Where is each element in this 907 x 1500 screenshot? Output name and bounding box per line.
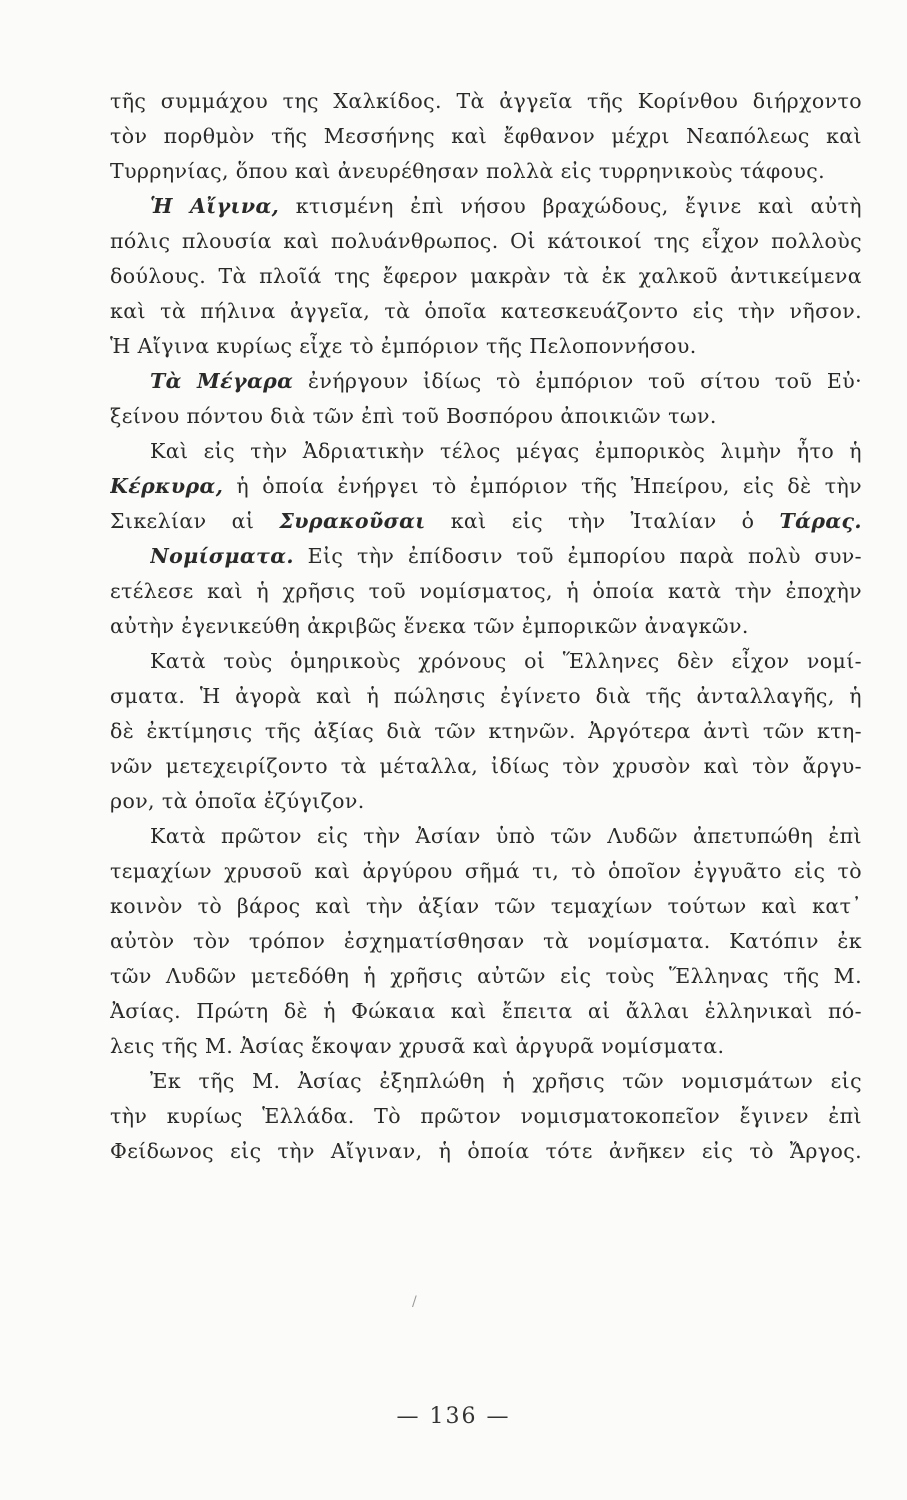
text-line <box>110 784 862 818</box>
heading-megara: Τὰ Μέγαρα <box>150 369 294 393</box>
text-line <box>110 469 862 503</box>
text-line <box>150 364 862 398</box>
line-text: Σικελίαν αἱ <box>110 509 255 533</box>
text-line <box>110 924 862 958</box>
text-line <box>110 329 862 363</box>
text-line <box>110 399 862 433</box>
line-text: πόλις πλουσία καὶ πολυάνθρωπος. Οἱ κάτοικοί της εἶχον πολλοὺς <box>110 229 862 253</box>
line-text: κοινὸν τὸ βάρος καὶ τὴν ἀξίαν τῶν τεμαχίων τούτων καὶ κατ᾽ <box>110 894 862 918</box>
line-text: καὶ τὰ πήλινα ἀγγεῖα, τὰ ὁποῖα κατεσκευάζοντο εἰς τὴν νῆσον. <box>110 299 862 323</box>
line-text: Ἡ Αἴγινα κυρίως εἶχε τὸ ἐμπόριον τῆς Πελοποννήσου. <box>110 334 697 358</box>
line-text: τῆς συμμάχου της Χαλκίδος. Τὰ ἀγγεῖα τῆς Κορίνθου διήρχοντο <box>110 89 862 113</box>
text-line <box>110 504 862 538</box>
text-line <box>110 1134 862 1168</box>
line-text: αὐτὸν τὸν τρόπον ἐσχηματίσθησαν τὰ νομίσματα. Κατόπιν ἐκ <box>110 929 862 953</box>
line-text: δὲ ἐκτίμησις τῆς ἀξίας διὰ τῶν κτηνῶν. Ἀργότερα ἀντὶ τῶν κτη- <box>110 719 862 743</box>
line-text: Καὶ εἰς τὴν Ἀδριατικὴν τέλος μέγας ἐμπορικὸς λιμὴν ἦτο ἡ <box>150 439 862 463</box>
text-line <box>110 224 862 258</box>
heading-kerkyra: Κέρκυρα, <box>110 474 224 498</box>
heading-nomismata: Νομίσματα. <box>150 544 294 568</box>
stray-mark: / <box>412 1294 417 1310</box>
line-text: ἡ ὁποία ἐνήργει τὸ ἐμπόριον τῆς Ἠπείρου, εἰς δὲ τὴν <box>236 474 862 498</box>
text-line <box>110 609 862 643</box>
text-line <box>150 819 862 853</box>
line-text: Κατὰ τοὺς ὁμηρικοὺς χρόνους οἱ Ἕλληνες δὲν εἶχον νομί- <box>150 649 862 673</box>
text-line <box>110 294 862 328</box>
text-line <box>110 959 862 993</box>
text-line <box>110 119 862 153</box>
text-line <box>150 539 862 573</box>
line-text: Ἐκ τῆς Μ. Ἀσίας ἐξηπλώθη ἡ χρῆσις τῶν νομισμάτων εἰς <box>150 1069 862 1093</box>
line-text: ξείνου πόντου διὰ τῶν ἐπὶ τοῦ Βοσπόρου ἀποικιῶν των. <box>110 404 717 428</box>
line-text: νῶν μετεχειρίζοντο τὰ μέταλλα, ἰδίως τὸν χρυσὸν καὶ τὸν ἄργυ- <box>110 754 862 778</box>
line-text: τῶν Λυδῶν μετεδόθη ἡ χρῆσις αὐτῶν εἰς τοὺς Ἕλληνας τῆς Μ. <box>110 964 862 988</box>
line-text: λεις τῆς Μ. Ἀσίας ἔκοψαν χρυσᾶ καὶ ἀργυρᾶ νομίσματα. <box>110 1034 725 1058</box>
line-text: τὸν πορθμὸν τῆς Μεσσήνης καὶ ἔφθανον μέχρι Νεαπόλεως καὶ <box>110 124 862 148</box>
text-line <box>110 1029 862 1063</box>
heading-taras: Τάρας. <box>779 509 862 533</box>
line-text: τεμαχίων χρυσοῦ καὶ ἀργύρου σῆμά τι, τὸ ὁποῖον ἐγγυᾶτο εἰς τὸ <box>110 859 862 883</box>
line-text: ρον, τὰ ὁποῖα ἐζύγιζον. <box>110 789 365 813</box>
text-line <box>110 259 862 293</box>
line-text: σματα. Ἡ ἀγορὰ καὶ ἡ πώλησις ἐγίνετο διὰ τῆς ἀνταλλαγῆς, ἡ <box>110 684 862 708</box>
line-text: κτισμένη ἐπὶ νήσου βραχώδους, ἔγινε καὶ αὐτὴ <box>295 194 862 218</box>
text-line <box>110 1099 862 1133</box>
text-line <box>150 644 862 678</box>
line-text: δούλους. Τὰ πλοῖά της ἔφερον μακρὰν τὰ ἐκ χαλκοῦ ἀντικείμενα <box>110 264 862 288</box>
heading-aigina: Ἡ Αἴγινα, <box>150 194 280 218</box>
line-text: Εἰς τὴν ἐπίδοσιν τοῦ ἐμπορίου παρὰ πολὺ συν- <box>307 544 862 568</box>
line-text: Φείδωνος εἰς τὴν Αἴγιναν, ἡ ὁποία τότε ἀνῆκεν εἰς τὸ Ἄργος. <box>110 1139 862 1163</box>
text-line <box>110 574 862 608</box>
line-text: Ἀσίας. Πρώτη δὲ ἡ Φώκαια καὶ ἔπειτα αἱ ἄλλαι ἑλληνικαὶ πό- <box>110 999 862 1023</box>
text-line <box>110 154 862 188</box>
line-text: ετέλεσε καὶ ἡ χρῆσις τοῦ νομίσματος, ἡ ὁποία κατὰ τὴν ἐποχὴν <box>110 579 862 603</box>
line-text: αὐτὴν ἐγενικεύθη ἀκριβῶς ἕνεκα τῶν ἐμπορικῶν ἀναγκῶν. <box>110 614 749 638</box>
text-line <box>110 84 862 118</box>
heading-syrakousai: Συρακοῦσαι <box>279 509 426 533</box>
text-line <box>150 1064 862 1098</box>
line-text: τὴν κυρίως Ἑλλάδα. Τὸ πρῶτον νομισματοκοπεῖον ἔγινεν ἐπὶ <box>110 1104 862 1128</box>
line-text: Κατὰ πρῶτον εἰς τὴν Ἀσίαν ὑπὸ τῶν Λυδῶν ἀπετυπώθη ἐπὶ <box>150 824 862 848</box>
line-text: καὶ εἰς τὴν Ἰταλίαν ὁ <box>450 509 755 533</box>
text-line <box>110 679 862 713</box>
line-text: Τυρρηνίας, ὅπου καὶ ἀνευρέθησαν πολλὰ εἰς τυρρηνικοὺς τάφους. <box>110 159 826 183</box>
text-line <box>150 189 862 223</box>
line-text: ἐνήργουν ἰδίως τὸ ἐμπόριον τοῦ σίτου τοῦ Εὐ· <box>307 369 862 393</box>
text-line <box>110 889 862 923</box>
text-line <box>110 749 862 783</box>
text-line <box>110 854 862 888</box>
text-line <box>150 434 862 468</box>
text-line <box>110 714 862 748</box>
text-line <box>110 994 862 1028</box>
page-number: — 136 — <box>396 1404 511 1429</box>
